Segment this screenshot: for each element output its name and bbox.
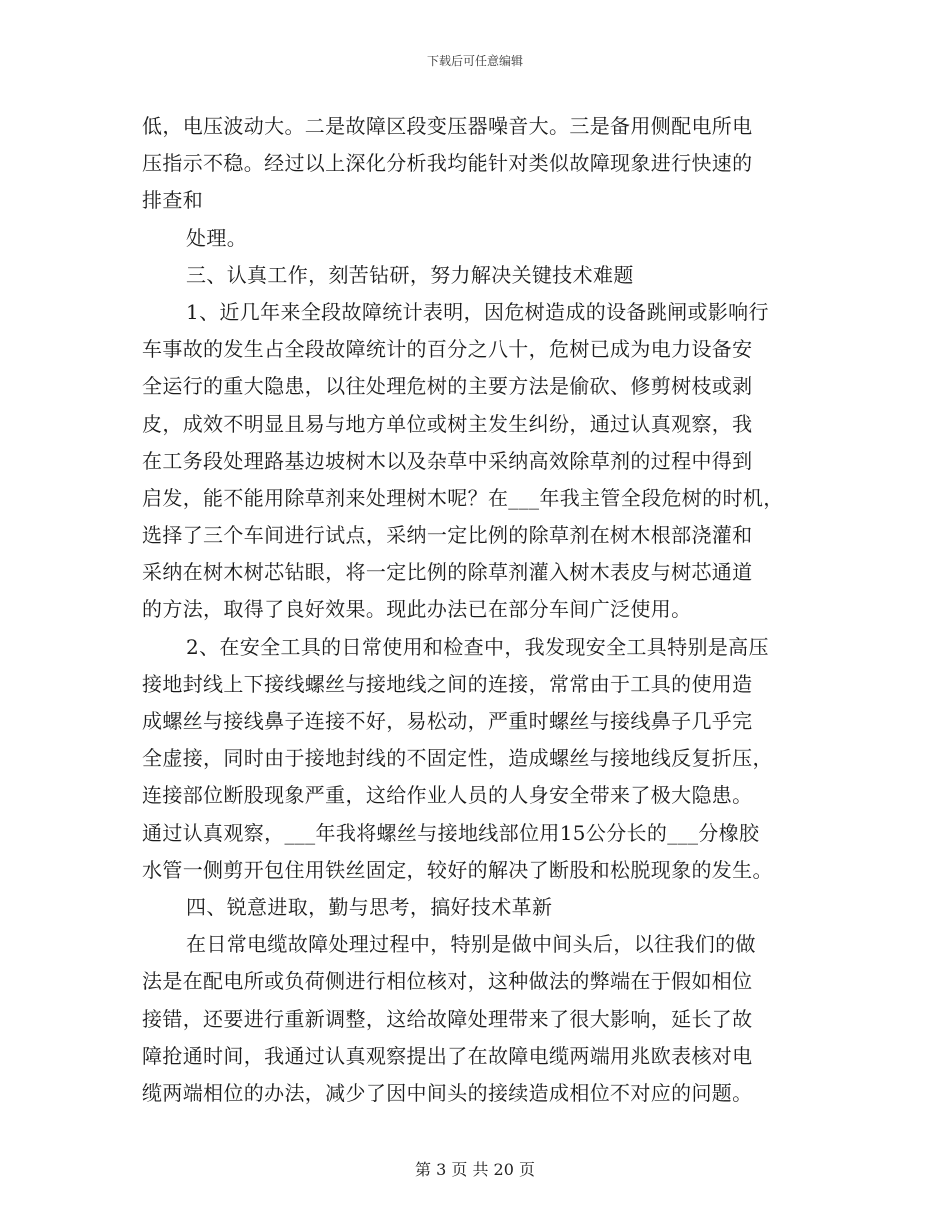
text-line: 压指示不稳。经过以上深化分析我均能针对类似故障现象进行快速的 bbox=[142, 151, 753, 176]
text-line: 接地封线上下接线螺丝与接地线之间的连接，常常由于工具的使用造 bbox=[142, 671, 753, 696]
text-line: 启发，能不能用除草剂来处理树木呢？在___年我主管全段危树的时机， bbox=[142, 485, 784, 510]
page-header-note: 下载后可任意编辑 bbox=[426, 54, 523, 68]
text-line: 的方法，取得了良好效果。现此办法已在部分车间广泛使用。 bbox=[142, 597, 692, 622]
text-line: 排查和 bbox=[142, 188, 204, 213]
text-line: 采纳在树木树芯钻眼，将一定比例的除草剂灌入树木表皮与树芯通道 bbox=[142, 560, 753, 585]
text-line: 皮，成效不明显且易与地方单位或树主发生纠纷，通过认真观察，我 bbox=[142, 411, 753, 436]
page-number-footer: 第 3 页 共 20 页 bbox=[415, 1160, 535, 1179]
text-line: 全运行的重大隐患，以往处理危树的主要方法是偷砍、修剪树枝或剥 bbox=[142, 374, 753, 399]
section-heading: 三、认真工作，刻苦钻研，努力解决关键技术难题 bbox=[186, 262, 634, 287]
text-line: 处理。 bbox=[186, 225, 248, 250]
section-heading: 四、锐意进取，勤与思考，搞好技术革新 bbox=[186, 894, 553, 919]
text-line: 1、近几年来全段故障统计表明，因危树造成的设备跳闸或影响行 bbox=[186, 299, 769, 324]
text-line: 连接部位断股现象严重，这给作业人员的人身安全带来了极大隐患。 bbox=[142, 783, 753, 808]
text-line: 接错，还要进行重新调整，这给故障处理带来了很大影响，延长了故 bbox=[142, 1006, 753, 1031]
text-line: 低，电压波动大。二是故障区段变压器噪音大。三是备用侧配电所电 bbox=[142, 114, 753, 138]
text-line: 车事故的发生占全段故障统计的百分之八十，危树已成为电力设备安 bbox=[142, 337, 753, 362]
text-line: 在工务段处理路基边坡树木以及杂草中采纳高效除草剂的过程中得到 bbox=[142, 448, 753, 473]
text-line: 全虚接，同时由于接地封线的不固定性，造成螺丝与接地线反复折压， bbox=[142, 746, 773, 771]
text-line: 通过认真观察，___年我将螺丝与接地线部位用15公分长的___分橡胶 bbox=[142, 820, 760, 845]
text-line: 选择了三个车间进行试点，采纳一定比例的除草剂在树木根部浇灌和 bbox=[142, 523, 753, 548]
text-line: 障抢通时间，我通过认真观察提出了在故障电缆两端用兆欧表核对电 bbox=[142, 1043, 753, 1068]
text-line: 水管一侧剪开包住用铁丝固定，较好的解决了断股和松脱现象的发生。 bbox=[142, 857, 773, 882]
text-line: 法是在配电所或负荷侧进行相位核对，这种做法的弊端在于假如相位 bbox=[142, 969, 753, 994]
text-line: 成螺丝与接线鼻子连接不好，易松动，严重时螺丝与接线鼻子几乎完 bbox=[142, 709, 753, 733]
text-line: 2、在安全工具的日常使用和检查中，我发现安全工具特别是高压 bbox=[186, 634, 769, 659]
text-line: 在日常电缆故障处理过程中，特别是做中间头后，以往我们的做 bbox=[186, 932, 756, 957]
text-line: 缆两端相位的办法，减少了因中间头的接续造成相位不对应的问题。 bbox=[142, 1080, 753, 1105]
document-body bbox=[142, 108, 812, 1112]
